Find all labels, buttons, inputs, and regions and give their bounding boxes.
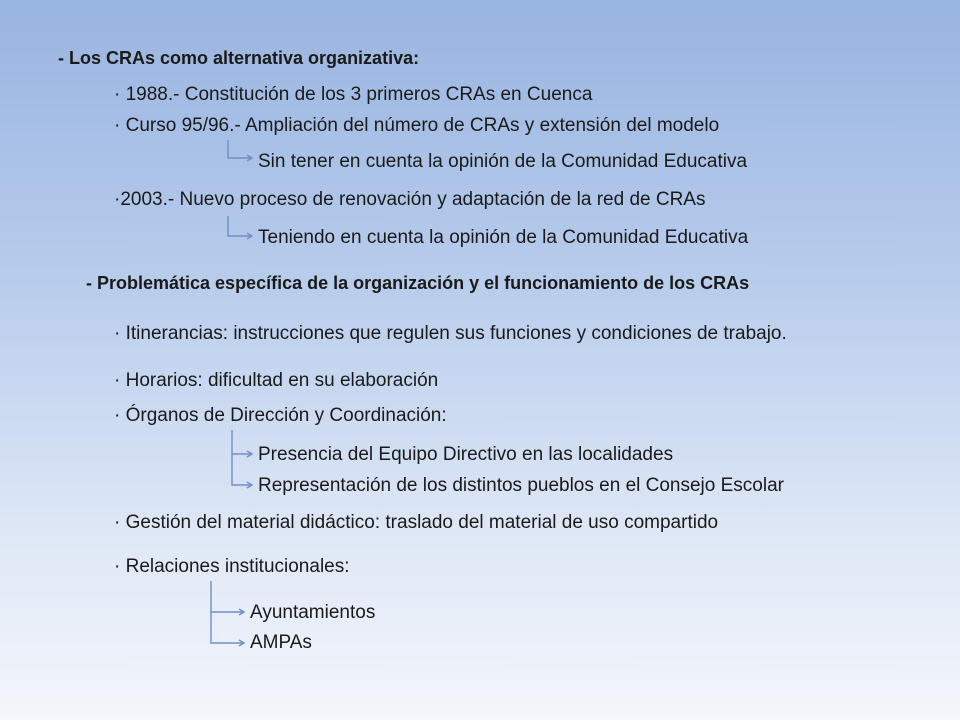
connector-arrow xyxy=(228,140,252,161)
connector-arrow xyxy=(232,451,252,457)
relaciones-sub-ayuntamientos: Ayuntamientos xyxy=(250,602,376,623)
section1-item-1988: · 1988.- Constitución de los 3 primeros CRAs en Cuenca xyxy=(114,84,593,105)
section2-item-relaciones: · Relaciones institucionales: xyxy=(114,556,350,577)
connector-arrow xyxy=(211,581,244,646)
organos-sub-presencia: Presencia del Equipo Directivo en las localidades xyxy=(258,444,674,465)
section2-item-itinerancias: · Itinerancias: instrucciones que regulen sus funciones y condiciones de trabajo. xyxy=(114,323,787,344)
organos-sub-representacion: Representación de los distintos pueblos en el Consejo Escolar xyxy=(258,475,784,496)
section1-note-teniendo: Teniendo en cuenta la opinión de la Comunidad Educativa xyxy=(258,227,749,248)
connector-arrow xyxy=(232,430,252,488)
section2-heading: - Problemática específica de la organización y el funcionamiento de los CRAs xyxy=(86,273,750,293)
section2-item-organos: · Órganos de Dirección y Coordinación: xyxy=(114,405,447,426)
connector-arrow xyxy=(211,609,244,615)
relaciones-sub-ampas: AMPAs xyxy=(250,632,312,653)
section2-item-horarios: · Horarios: dificultad en su elaboración xyxy=(114,370,439,391)
section1-heading: - Los CRAs como alternativa organizativa: xyxy=(58,48,420,68)
section1-item-curso: · Curso 95/96.- Ampliación del número de CRAs y extensión del modelo xyxy=(114,115,720,136)
section2-item-gestion: · Gestión del material didáctico: traslado del material de uso compartido xyxy=(114,512,719,533)
section1-note-sin: Sin tener en cuenta la opinión de la Comunidad Educativa xyxy=(258,151,748,172)
connector-arrow xyxy=(228,216,252,239)
section1-item-2003: ·2003.- Nuevo proceso de renovación y adaptación de la red de CRAs xyxy=(114,189,706,210)
